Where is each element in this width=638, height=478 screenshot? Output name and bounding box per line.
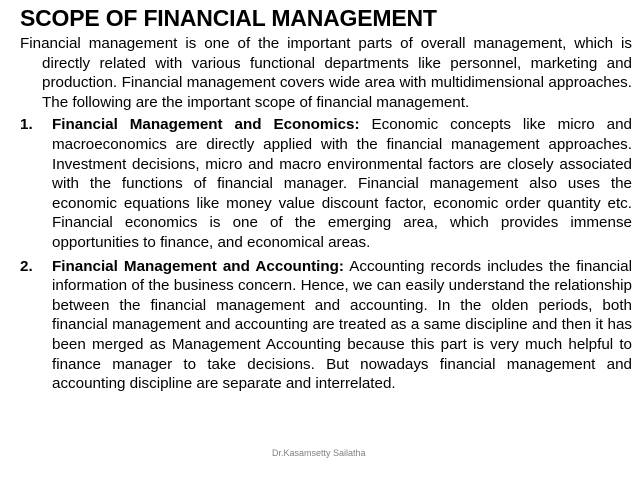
list-item-heading: Financial Management and Economics: [52,116,360,134]
slide-title: SCOPE OF FINANCIAL MANAGEMENT [20,5,437,31]
list-item-text: Accounting records includes the financial information of the business concern. Hence, we can easily understand the relationship between the financial management and accounting. In the olden periods, both financial management and accounting are treated as a same discipline and then it has been merged as Management Accounting because this part is very much helpful to finance manager to take decisions. But nowadays financial management and accounting discipline are separate and interrelated. [52,257,632,393]
footer-author: Dr.Kasamsetty Sailatha [272,448,366,458]
list-item-number: 2. [20,257,33,275]
slide-body [20,34,632,398]
list-item-heading: Financial Management and Accounting: [52,257,344,275]
list-item [20,115,632,252]
list-item-number: 1. [20,116,33,134]
scope-list [20,115,632,393]
list-item-text: Economic concepts like micro and macroeconomics are directly applied with the financial management approaches. Investment decisions, micro and macro environmental factors are closely associated with the functions of financial manager. Financial management also uses the economic equations like money value discount factor, economic order quantity etc. Financial economics is one of the emerging area, which provides immense opportunities to finance, and economical areas. [52,116,633,251]
list-item [20,257,632,394]
intro-paragraph: Financial management is one of the important parts of overall management, which is directly related with various functional departments like personnel, marketing and production. Financial management covers wide area with multidimensional approaches. The following are the important scope of financial management. [20,35,632,111]
